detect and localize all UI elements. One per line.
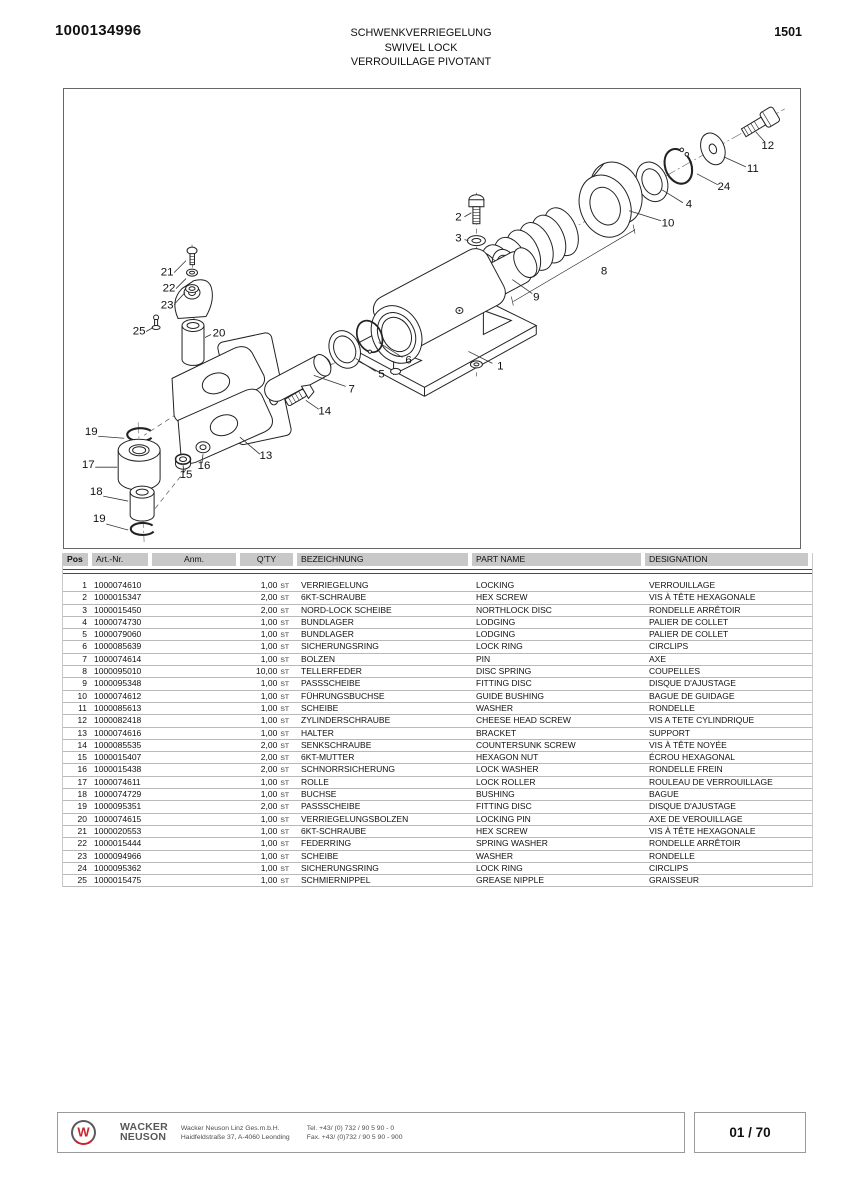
company-street: Haidfeldstraße 37, A-4060 Leonding	[180, 1133, 290, 1141]
cell-pos: 5	[82, 629, 87, 640]
cell-pos: 2	[82, 592, 87, 603]
logo-letter: W	[77, 1124, 90, 1140]
cell-pos: 12	[77, 715, 87, 726]
cell-anm	[152, 629, 240, 641]
cell-anm	[152, 654, 240, 666]
cell-anm	[152, 814, 240, 826]
callout-9: 9	[533, 291, 540, 304]
company-address	[181, 1124, 290, 1142]
brand-name	[120, 1123, 168, 1142]
cell-pos: 20	[77, 813, 87, 824]
cell-anm	[152, 605, 240, 617]
cell-anm	[152, 764, 240, 776]
header-separator	[63, 569, 812, 574]
table-row	[63, 851, 812, 863]
page-indicator-box	[694, 1112, 806, 1153]
washer-23	[186, 285, 199, 293]
callout-24: 24	[717, 180, 731, 193]
cell-qty: 1,00 ST	[260, 862, 289, 873]
brand-line1: WACKER	[120, 1121, 168, 1133]
cell-anm	[152, 703, 240, 715]
cell-bezeichnung: ZYLINDERSCHRAUBE	[301, 715, 391, 726]
cell-art-nr: 1000085613	[94, 702, 142, 713]
callout-8: 8	[600, 265, 608, 278]
table-row	[63, 715, 812, 727]
cell-pos: 9	[82, 678, 87, 689]
cell-qty: 2,00 ST	[260, 739, 289, 750]
cell-part-name: SPRING WASHER	[476, 838, 548, 849]
cell-anm	[152, 592, 240, 604]
cell-art-nr: 1000074611	[94, 776, 141, 787]
cell-bezeichnung: FÜHRUNGSBUCHSE	[301, 690, 385, 701]
cell-part-name: NORTHLOCK DISC	[476, 604, 552, 615]
table-row	[63, 801, 812, 813]
cell-bezeichnung: SENKSCHRAUBE	[301, 739, 372, 750]
table-row	[63, 666, 812, 678]
cell-pos: 25	[77, 875, 87, 886]
cell-part-name: DISC SPRING	[476, 666, 532, 677]
cell-designation: RONDELLE ARRÊTOIR	[649, 604, 741, 615]
cell-qty: 1,00 ST	[260, 875, 289, 886]
cell-part-name: LODGING	[476, 629, 516, 640]
cell-part-name: LOCK ROLLER	[476, 776, 536, 787]
callout-11: 11	[746, 162, 759, 175]
cell-art-nr: 1000082418	[94, 715, 142, 726]
cell-bezeichnung: 6KT-SCHRAUBE	[301, 825, 367, 836]
table-row	[63, 740, 812, 752]
cell-art-nr: 1000015450	[94, 604, 142, 615]
table-row	[63, 592, 812, 604]
cell-art-nr: 1000015407	[94, 752, 142, 763]
table-row	[63, 875, 812, 887]
cell-anm	[152, 838, 240, 850]
cell-designation: DISQUE D'AJUSTAGE	[649, 801, 736, 812]
cell-art-nr: 1000074615	[94, 813, 142, 824]
cell-anm	[152, 752, 240, 764]
callout-1: 1	[497, 360, 504, 373]
parts-table	[62, 553, 813, 887]
cell-designation: AXE	[649, 653, 667, 664]
cell-designation: PALIER DE COLLET	[649, 629, 729, 640]
company-name: Wacker Neuson Linz Ges.m.b.H.	[180, 1124, 280, 1132]
cell-bezeichnung: PASSSCHEIBE	[301, 801, 361, 812]
document-number: 1000134996	[55, 22, 142, 39]
cell-bezeichnung: SCHNORRSICHERUNG	[301, 764, 395, 775]
table-row	[63, 580, 812, 592]
callout-leader	[103, 496, 128, 501]
cell-pos: 8	[82, 666, 87, 677]
cell-part-name: WASHER	[476, 850, 513, 861]
callout-17: 17	[81, 459, 95, 472]
table-row	[63, 863, 812, 875]
callout-23: 23	[160, 299, 174, 312]
cell-qty: 2,00 ST	[260, 604, 289, 615]
spring-washer-22	[187, 269, 198, 276]
cell-bezeichnung: NORD-LOCK SCHEIBE	[301, 604, 392, 615]
cell-art-nr: 1000015438	[94, 764, 142, 775]
cell-anm	[152, 740, 240, 752]
callout-19: 19	[92, 513, 106, 526]
cell-pos: 13	[77, 727, 87, 738]
cell-designation: VERROUILLAGE	[649, 580, 716, 590]
cell-anm	[152, 801, 240, 813]
cell-art-nr: 1000079060	[94, 629, 142, 640]
washer-11	[696, 129, 730, 168]
cell-designation: DISQUE D'AJUSTAGE	[649, 678, 736, 689]
cell-designation: SUPPORT	[649, 727, 690, 738]
cell-designation: COUPELLES	[649, 666, 701, 677]
cell-qty: 10,00 ST	[256, 666, 289, 677]
cell-part-name: LOCK RING	[476, 641, 523, 652]
callout-4: 4	[685, 198, 693, 211]
cell-qty: 1,00 ST	[260, 580, 289, 590]
cell-qty: 1,00 ST	[260, 653, 289, 664]
cell-anm	[152, 641, 240, 653]
table-row	[63, 617, 812, 629]
callout-leader	[106, 524, 128, 530]
cell-anm	[152, 715, 240, 727]
cell-art-nr: 1000085535	[94, 739, 142, 750]
table-row	[63, 752, 812, 764]
table-row	[63, 691, 812, 703]
table-row	[63, 789, 812, 801]
parts-table-body	[63, 580, 812, 887]
callout-leader	[98, 436, 124, 438]
cell-bezeichnung: BUNDLAGER	[301, 629, 354, 640]
callout-2: 2	[455, 211, 462, 224]
cell-anm	[152, 863, 240, 875]
cell-art-nr: 1000095010	[94, 666, 142, 677]
cell-bezeichnung: HALTER	[301, 727, 334, 738]
col-part-name: PART NAME	[472, 553, 641, 566]
callout-13: 13	[259, 450, 273, 463]
table-row	[63, 764, 812, 776]
cell-part-name: HEX SCREW	[476, 592, 528, 603]
cell-qty: 1,00 ST	[260, 789, 289, 800]
cell-anm	[152, 678, 240, 690]
cell-art-nr: 1000074614	[94, 653, 142, 664]
callout-5: 5	[378, 368, 385, 381]
cell-art-nr: 1000095362	[94, 862, 142, 873]
table-row	[63, 678, 812, 690]
callout-19: 19	[84, 426, 98, 439]
cell-part-name: HEXAGON NUT	[476, 752, 539, 763]
cell-part-name: GUIDE BUSHING	[476, 690, 545, 701]
cell-designation: CIRCLIPS	[649, 641, 689, 652]
cell-pos: 10	[77, 690, 87, 701]
cell-part-name: WASHER	[476, 702, 513, 713]
cell-part-name: HEX SCREW	[476, 825, 528, 836]
hex-screw-2	[469, 195, 484, 224]
callout-15: 15	[179, 469, 193, 482]
cell-art-nr: 1000015347	[94, 592, 142, 603]
cell-qty: 1,00 ST	[260, 825, 289, 836]
cell-art-nr: 1000074610	[94, 580, 142, 590]
bolt-12	[739, 106, 780, 140]
cell-art-nr: 1000095348	[94, 678, 142, 689]
cell-anm	[152, 617, 240, 629]
cell-designation: VIS À TÊTE NOYÉE	[649, 739, 727, 750]
col-anm: Anm.	[152, 553, 236, 566]
cell-bezeichnung: PASSSCHEIBE	[301, 678, 361, 689]
cell-anm	[152, 691, 240, 703]
callout-6: 6	[405, 354, 412, 367]
callout-12: 12	[761, 139, 775, 152]
cell-anm	[152, 789, 240, 801]
callout-10: 10	[661, 217, 675, 230]
callout-16: 16	[197, 460, 211, 473]
cell-bezeichnung: SICHERUNGSRING	[301, 862, 379, 873]
cell-designation: BAGUE	[649, 789, 679, 800]
table-row	[63, 838, 812, 850]
title-french: VERROUILLAGE PIVOTANT	[350, 56, 492, 68]
cell-pos: 14	[77, 739, 87, 750]
col-bezeichnung: BEZEICHNUNG	[297, 553, 468, 566]
cell-anm	[152, 777, 240, 789]
callout-25: 25	[132, 325, 146, 338]
cell-qty: 2,00 ST	[260, 752, 289, 763]
page-title	[200, 26, 642, 70]
table-row	[63, 629, 812, 641]
circlip-19-bottom	[131, 523, 154, 535]
cell-pos: 18	[77, 789, 87, 800]
exploded-diagram-svg	[64, 89, 800, 548]
col-pos: Pos	[63, 553, 88, 566]
callout-leader	[697, 174, 718, 185]
lock-washer-16	[196, 442, 210, 453]
cell-pos: 4	[82, 616, 87, 627]
table-row	[63, 826, 812, 838]
cell-designation: PALIER DE COLLET	[649, 616, 729, 627]
table-row	[63, 703, 812, 715]
table-row	[63, 605, 812, 617]
cell-part-name: CHEESE HEAD SCREW	[476, 715, 571, 726]
cell-bezeichnung: 6KT-SCHRAUBE	[301, 592, 367, 603]
title-english: SWIVEL LOCK	[384, 41, 458, 54]
cell-art-nr: 1000015475	[94, 875, 142, 886]
brand-line2: NEUSON	[120, 1130, 167, 1143]
cell-designation: AXE DE VEROUILLAGE	[649, 813, 743, 824]
callout-leader	[464, 213, 471, 217]
cell-part-name: LOCKING PIN	[476, 813, 531, 824]
cell-part-name: LOCKING	[476, 580, 515, 590]
cell-qty: 1,00 ST	[260, 678, 289, 689]
callout-22: 22	[162, 282, 176, 295]
cell-part-name: FITTING DISC	[476, 801, 532, 812]
page-indicator: 01 / 70	[729, 1125, 771, 1140]
cell-pos: 17	[77, 776, 87, 787]
callout-leader	[146, 327, 153, 331]
footer-company-box	[57, 1112, 685, 1153]
cell-art-nr: 1000095351	[94, 801, 142, 812]
table-row	[63, 814, 812, 826]
callout-7: 7	[348, 383, 355, 396]
screw-21	[187, 247, 197, 264]
callout-leader	[724, 157, 746, 167]
cell-bezeichnung: SCHMIERNIPPEL	[301, 875, 371, 886]
table-row	[63, 728, 812, 740]
cell-bezeichnung: SCHEIBE	[301, 702, 339, 713]
exploded-diagram	[63, 88, 801, 549]
cell-art-nr: 1000074612	[94, 690, 142, 701]
table-row	[63, 654, 812, 666]
cell-art-nr: 1000020553	[94, 825, 142, 836]
cell-designation: VIS À TÊTE HEXAGONALE	[649, 592, 756, 603]
cell-pos: 16	[77, 764, 87, 775]
cell-pos: 22	[77, 838, 87, 849]
cell-qty: 1,00 ST	[260, 727, 289, 738]
cell-part-name: LOCK WASHER	[476, 764, 539, 775]
bushing-18	[130, 486, 154, 521]
cell-bezeichnung: BOLZEN	[301, 653, 336, 664]
washer-3	[467, 236, 485, 246]
cell-pos: 15	[77, 752, 87, 763]
cell-designation: ROULEAU DE VERROUILLAGE	[649, 776, 773, 787]
cell-anm	[152, 826, 240, 838]
cell-qty: 1,00 ST	[260, 690, 289, 701]
cell-art-nr: 1000074729	[94, 789, 142, 800]
cell-anm	[152, 728, 240, 740]
cell-art-nr: 1000085639	[94, 641, 142, 652]
cell-qty: 1,00 ST	[260, 838, 289, 849]
cell-qty: 1,00 ST	[260, 813, 289, 824]
cell-part-name: PIN	[476, 653, 491, 664]
cell-designation: VIS À TÊTE HEXAGONALE	[649, 825, 756, 836]
cell-qty: 1,00 ST	[260, 702, 289, 713]
cell-anm	[152, 875, 240, 887]
cell-art-nr: 1000074616	[94, 727, 142, 738]
cell-art-nr: 1000015444	[94, 838, 142, 849]
sheet-code: 1501	[774, 25, 802, 39]
callout-20: 20	[212, 327, 226, 340]
cell-designation: ÉCROU HEXAGONAL	[649, 752, 735, 763]
cell-qty: 1,00 ST	[260, 641, 289, 652]
cell-bezeichnung: 6KT-MUTTER	[301, 752, 355, 763]
cell-pos: 7	[82, 653, 87, 664]
callout-leader	[356, 358, 376, 371]
callout-14: 14	[318, 405, 332, 418]
cell-qty: 2,00 ST	[260, 592, 289, 603]
company-phone	[307, 1124, 403, 1142]
cell-qty: 2,00 ST	[260, 764, 289, 775]
cell-art-nr: 1000094966	[94, 850, 142, 861]
callout-leader	[306, 400, 319, 409]
cell-qty: 1,00 ST	[260, 776, 289, 787]
cell-qty: 1,00 ST	[260, 629, 289, 640]
col-art-nr: Art.-Nr.	[92, 553, 148, 566]
table-row	[63, 777, 812, 789]
cell-pos: 1	[82, 580, 87, 590]
callout-18: 18	[89, 486, 103, 499]
cell-anm	[152, 580, 240, 592]
cell-bezeichnung: VERRIEGELUNGSBOLZEN	[301, 813, 409, 824]
wacker-neuson-logo-icon	[71, 1120, 96, 1145]
grease-nipple-25	[152, 315, 160, 329]
cell-bezeichnung: SICHERUNGSRING	[301, 641, 379, 652]
callout-leader	[314, 375, 346, 386]
cell-part-name: BUSHING	[476, 789, 515, 800]
cell-pos: 24	[77, 862, 87, 873]
cell-designation: BAGUE DE GUIDAGE	[649, 690, 735, 701]
col-designation: DESIGNATION	[645, 553, 808, 566]
cell-part-name: LOCK RING	[476, 862, 523, 873]
cell-anm	[152, 851, 240, 863]
cell-bezeichnung: VERRIEGELUNG	[301, 580, 369, 590]
cell-part-name: GREASE NIPPLE	[476, 875, 545, 886]
cell-bezeichnung: BUCHSE	[301, 789, 337, 800]
tel-line: Tel. +43/ (0) 732 / 90 5 90 - 0	[306, 1124, 395, 1132]
cell-designation: RONDELLE ARRÊTOIR	[649, 838, 741, 849]
cell-bezeichnung: SCHEIBE	[301, 850, 339, 861]
cell-pos: 11	[78, 702, 87, 713]
table-row	[63, 641, 812, 653]
cell-designation: CIRCLIPS	[649, 862, 689, 873]
lock-roller-17	[118, 439, 160, 490]
cell-pos: 19	[77, 801, 87, 812]
cell-part-name: LODGING	[476, 616, 516, 627]
callout-leader	[174, 261, 186, 273]
cell-designation: VIS A TETE CYLINDRIQUE	[649, 715, 755, 726]
cell-qty: 2,00 ST	[260, 801, 289, 812]
cell-part-name: FITTING DISC	[476, 678, 532, 689]
cell-bezeichnung: BUNDLAGER	[301, 616, 354, 627]
title-german: SCHWENKVERRIEGELUNG	[350, 27, 492, 39]
cell-designation: RONDELLE	[649, 702, 695, 713]
cell-designation: RONDELLE FREIN	[649, 764, 723, 775]
cell-pos: 6	[82, 641, 87, 652]
cell-pos: 3	[82, 604, 87, 615]
callout-leader	[205, 334, 211, 337]
cell-pos: 23	[77, 850, 87, 861]
cell-bezeichnung: ROLLE	[301, 776, 329, 787]
cell-anm	[152, 666, 240, 678]
col-qty: Q'TY	[240, 553, 293, 566]
callout-3: 3	[455, 232, 462, 245]
cell-designation: GRAISSEUR	[649, 875, 700, 886]
cell-qty: 1,00 ST	[260, 850, 289, 861]
cell-bezeichnung: FEDERRING	[301, 838, 352, 849]
fax-line: Fax. +43/ (0)732 / 90 5 90 - 900	[306, 1133, 403, 1141]
cell-part-name: BRACKET	[476, 727, 517, 738]
cell-designation: RONDELLE	[649, 850, 695, 861]
cell-pos: 21	[77, 825, 87, 836]
cell-bezeichnung: TELLERFEDER	[301, 666, 362, 677]
cell-art-nr: 1000074730	[94, 616, 142, 627]
cell-qty: 1,00 ST	[260, 616, 289, 627]
callout-21: 21	[160, 266, 174, 279]
cell-qty: 1,00 ST	[260, 715, 289, 726]
parts-table-header	[63, 553, 812, 566]
cell-part-name: COUNTERSUNK SCREW	[476, 739, 576, 750]
